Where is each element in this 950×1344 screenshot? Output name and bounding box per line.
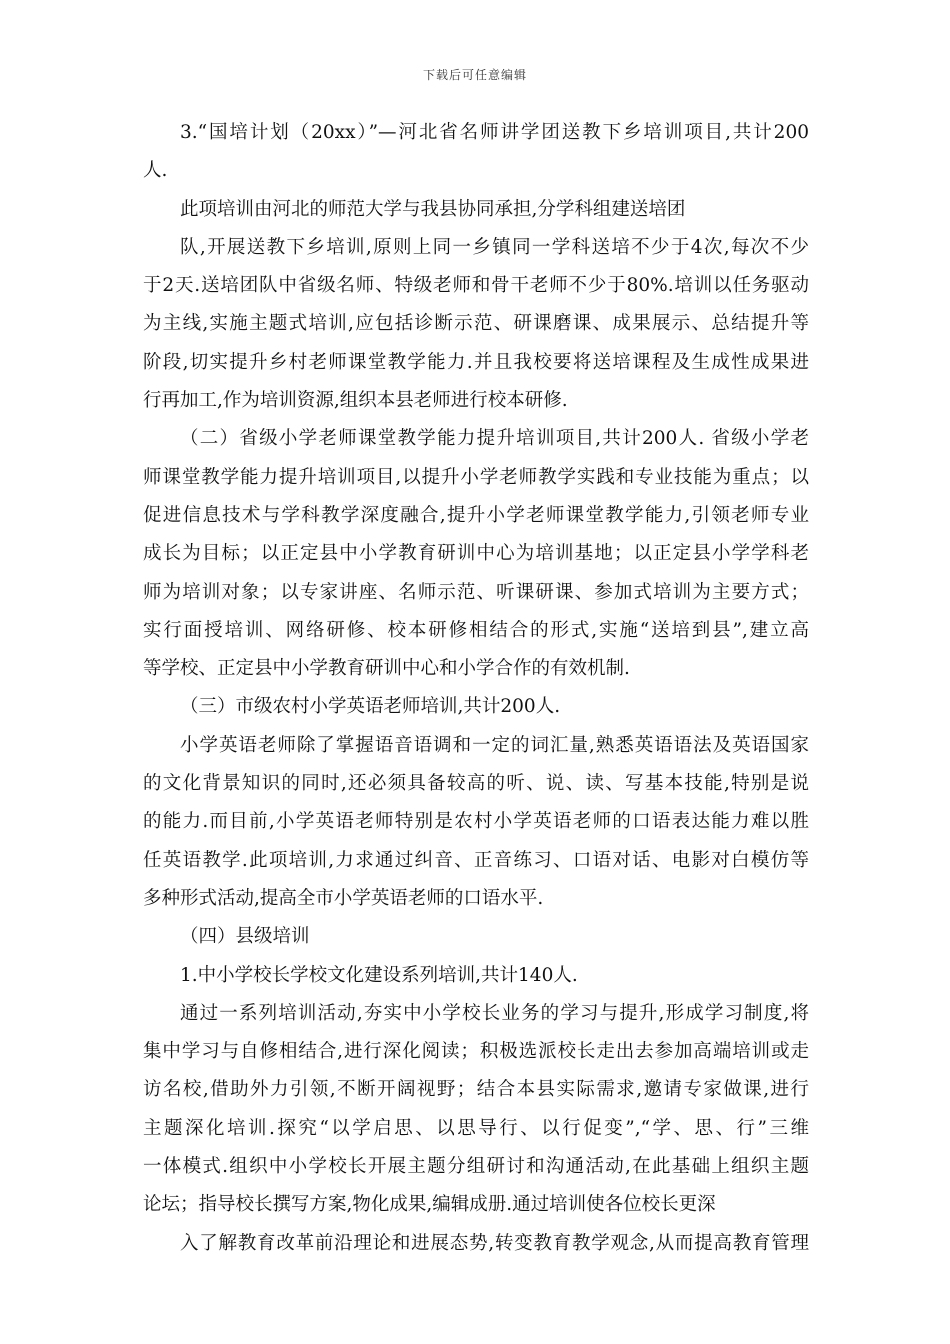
text-line: 师课堂教学能力提升培训项目,以提升小学老师教学实践和专业技能为重点；以: [143, 466, 809, 488]
text-line: 师为培训对象；以专家讲座、名师示范、听课研课、参加式培训为主要方式；: [143, 581, 809, 603]
text-line: 等学校、正定县中小学教育研训中心和小学合作的有效机制.: [143, 658, 630, 680]
text-line: 一体模式.组织中小学校长开展主题分组研讨和沟通活动,在此基础上组织主题: [143, 1156, 809, 1178]
text-line: 访名校,借助外力引领,不断开阔视野；结合本县实际需求,邀请专家做课,进行: [143, 1079, 809, 1101]
text-line: 入了解教育改革前沿理论和进展态势,转变教育教学观念,从而提高教育管理: [180, 1232, 809, 1254]
text-line: （四）县级培训: [180, 926, 310, 948]
text-line: 促进信息技术与学科教学深度融合,提升小学老师课堂教学能力,引领老师专业: [143, 504, 809, 526]
document-body: [143, 114, 809, 1263]
text-line: 多种形式活动,提高全市小学英语老师的口语水平.: [143, 887, 544, 909]
text-line: 成长为目标；以正定县中小学教育研训中心为培训基地；以正定县小学学科老: [143, 543, 809, 565]
text-line: 此项培训由河北的师范大学与我县协同承担,分学科组建送培团: [180, 198, 686, 220]
text-line: 主题深化培训.探究“以学启思、以思导行、以行促变”,“学、思、行”三维: [143, 1117, 809, 1139]
text-line: 人.: [143, 160, 168, 182]
text-line: 实行面授培训、网络研修、校本研修相结合的形式,实施“送培到县”,建立高: [143, 619, 809, 641]
text-line: （三）市级农村小学英语老师培训,共计200人.: [180, 696, 561, 718]
text-line: 集中学习与自修相结合,进行深化阅读；积极选派校长走出去参加高端培训或走: [143, 1041, 809, 1063]
text-line: 的文化背景知识的同时,还必须具备较高的听、说、读、写基本技能,特别是说: [143, 773, 809, 795]
text-line: 小学英语老师除了掌握语音语调和一定的词汇量,熟悉英语语法及英语国家: [180, 734, 809, 756]
text-line: 阶段,切实提升乡村老师课堂教学能力.并且我校要将送培课程及生成性成果进: [143, 351, 809, 373]
text-line: 为主线,实施主题式培训,应包括诊断示范、研课磨课、成果展示、总结提升等: [143, 313, 809, 335]
text-line: 1.中小学校长学校文化建设系列培训,共计140人.: [180, 964, 578, 986]
text-line: 行再加工,作为培训资源,组织本县老师进行校本研修.: [143, 390, 568, 412]
text-line: 通过一系列培训活动,夯实中小学校长业务的学习与提升,形成学习制度,将: [180, 1002, 809, 1024]
text-line: （二）省级小学老师课堂教学能力提升培训项目,共计200人. 省级小学老: [180, 428, 809, 450]
text-line: 队,开展送教下乡培训,原则上同一乡镇同一学科送培不少于4次,每次不少: [180, 236, 809, 258]
text-line: 的能力.而目前,小学英语老师特别是农村小学英语老师的口语表达能力难以胜: [143, 811, 809, 833]
text-line: 任英语教学.此项培训,力求通过纠音、正音练习、口语对话、电影对白模仿等: [143, 849, 809, 871]
page-header-note: 下载后可任意编辑: [422, 68, 527, 82]
text-line: 3.“国培计划（20xx）”—河北省名师讲学团送教下乡培训项目,共计200: [180, 122, 809, 143]
text-line: 于2天.送培团队中省级名师、特级老师和骨干老师不少于80%.培训以任务驱动: [143, 275, 809, 297]
text-line: 论坛；指导校长撰写方案,物化成果,编辑成册.通过培训使各位校长更深: [143, 1194, 716, 1216]
